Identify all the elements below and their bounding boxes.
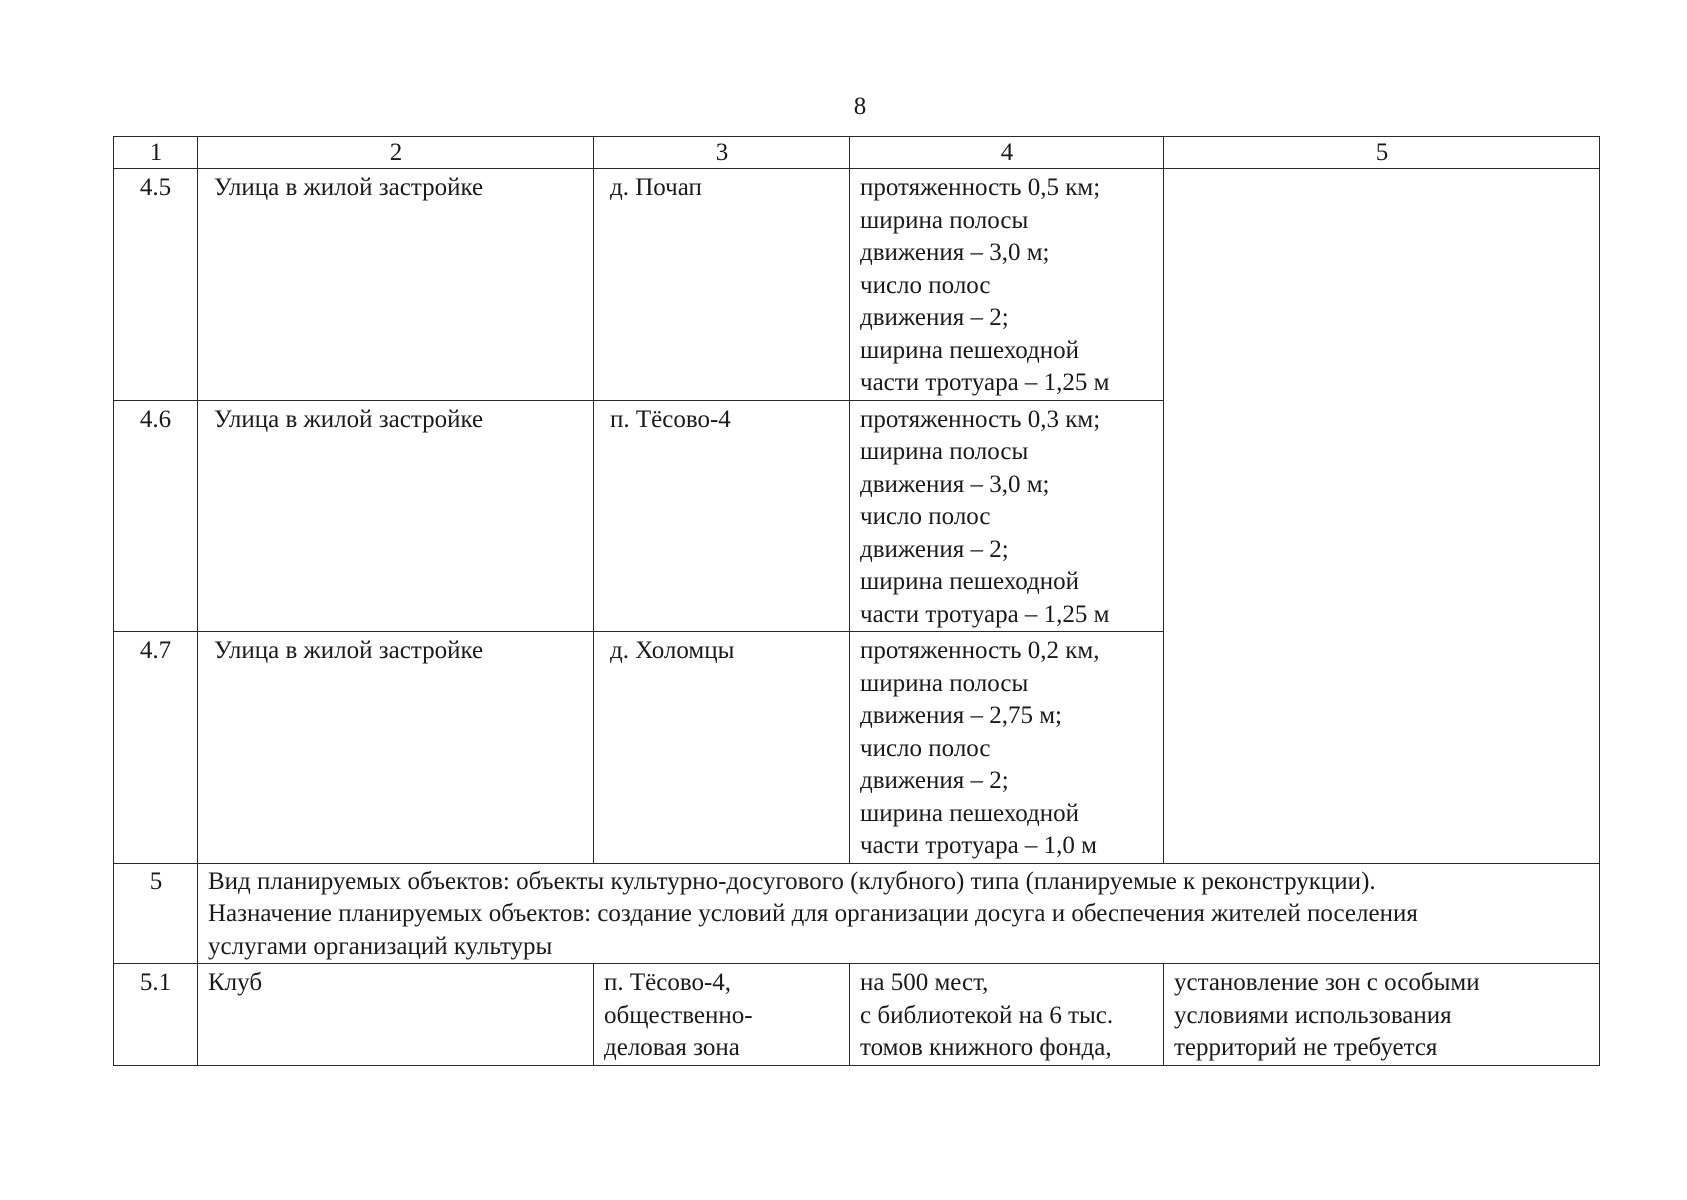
section-line: Вид планируемых объектов: объекты культурно-досугового (клубного) типа (планируемые к реконструкции). (208, 867, 1376, 895)
parameter-line: число полос (860, 734, 991, 762)
row-number: 4.5 (114, 169, 198, 401)
parameter-line: на 500 мест, (860, 969, 989, 996)
section-line: Назначение планируемых объектов: создание условий для организации досуга и обеспечения жителей поселения (208, 900, 1418, 927)
parameter-line: ширина пешеходной (860, 336, 1080, 364)
parameter-line: движения – 2; (860, 767, 1009, 794)
page-number: 8 (853, 93, 867, 120)
parameter-line: ширина полосы (860, 669, 1029, 697)
parameter-line: число полос (860, 503, 991, 530)
object-parameters (850, 964, 1164, 1066)
location-line: общественно- (604, 1001, 753, 1029)
section-number: 5 (114, 863, 198, 964)
parameter-line: движения – 3,0 м; (860, 239, 1050, 266)
zones-line: территорий не требуется (1174, 1034, 1438, 1061)
object-location (594, 964, 850, 1066)
parameter-line: движения – 3,0 м; (860, 470, 1050, 498)
section-line: услугами организаций культуры (208, 932, 553, 960)
object-parameters (850, 400, 1164, 632)
zones-line: условиями использования (1174, 1001, 1452, 1029)
location-line: д. Холомцы (610, 637, 735, 664)
zones-cell-empty (1164, 169, 1600, 864)
table-row (114, 169, 1600, 401)
column-number-1: 1 (114, 137, 198, 169)
parameter-line: ширина полосы (860, 206, 1029, 234)
parameter-line: протяженность 0,3 км; (860, 405, 1101, 433)
column-number-4: 4 (850, 137, 1164, 169)
parameter-line: протяженность 0,5 км; (860, 174, 1101, 201)
parameter-line: ширина пешеходной (860, 568, 1080, 595)
parameter-line: части тротуара – 1,0 м (860, 832, 1097, 859)
location-line: деловая зона (604, 1034, 740, 1061)
zones-line: установление зон с особыми (1174, 969, 1480, 996)
row-number: 4.7 (114, 632, 198, 864)
zones-cell (1164, 964, 1600, 1066)
object-name: Улица в жилой застройке (198, 169, 594, 401)
table-header-row (114, 137, 1600, 169)
objects-table (113, 136, 1600, 1066)
parameter-line: ширина полосы (860, 438, 1029, 465)
row-number: 5.1 (114, 964, 198, 1066)
row-number: 4.6 (114, 400, 198, 632)
object-parameters (850, 632, 1164, 864)
parameter-line: протяженность 0,2 км, (860, 637, 1100, 664)
parameter-line: движения – 2,75 м; (860, 702, 1062, 729)
parameter-line: части тротуара – 1,25 м (860, 369, 1110, 396)
section-description (198, 863, 1600, 964)
parameter-line: ширина пешеходной (860, 799, 1080, 827)
table-row (114, 964, 1600, 1066)
parameter-line: число полос (860, 271, 991, 299)
parameter-line: движения – 2; (860, 304, 1009, 331)
location-line: п. Тёсово-4 (610, 405, 731, 433)
object-name: Клуб (198, 964, 594, 1066)
location-line: д. Почап (610, 174, 702, 201)
object-location (594, 632, 850, 864)
column-number-2: 2 (198, 137, 594, 169)
location-line: п. Тёсово-4, (604, 969, 732, 996)
column-number-5: 5 (1164, 137, 1600, 169)
parameter-line: с библиотекой на 6 тыс. (860, 1001, 1114, 1029)
section-row (114, 863, 1600, 964)
parameter-line: части тротуара – 1,25 м (860, 600, 1110, 628)
object-location (594, 400, 850, 632)
object-parameters (850, 169, 1164, 401)
parameter-line: движения – 2; (860, 535, 1009, 563)
parameter-line: томов книжного фонда, (860, 1034, 1112, 1061)
object-name: Улица в жилой застройке (198, 632, 594, 864)
column-number-3: 3 (594, 137, 850, 169)
object-location (594, 169, 850, 401)
object-name: Улица в жилой застройке (198, 400, 594, 632)
